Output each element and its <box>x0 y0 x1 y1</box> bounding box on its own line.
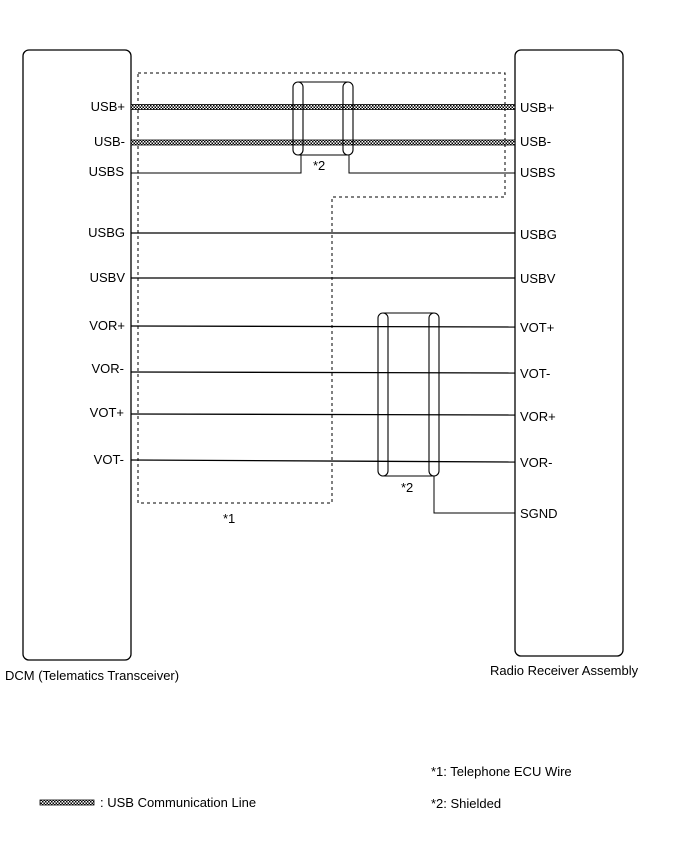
dcm-pin-usbg: USBG <box>88 225 125 240</box>
radio-pin-vor-minus: VOR- <box>520 455 553 470</box>
vor-minus-vot-minus-wire <box>131 372 515 373</box>
vot-minus-vor-minus-wire <box>131 460 515 462</box>
radio-pin-vot-minus: VOT- <box>520 366 551 381</box>
radio-pin-vor-plus: VOR+ <box>520 409 556 424</box>
bottom-shield-left-tube <box>378 313 388 476</box>
radio-pin-usb-minus: USB- <box>520 134 552 149</box>
usb-line-legend-text: : USB Communication Line <box>100 795 257 810</box>
dcm-pin-usb-minus: USB- <box>93 134 125 149</box>
radio-pin-usbg: USBG <box>520 227 557 242</box>
usb-minus-line <box>131 140 515 145</box>
top-shield-label: *2 <box>313 158 326 173</box>
usbs-wire-left <box>131 155 301 173</box>
dcm-name: DCM (Telematics Transceiver) <box>5 668 180 683</box>
vot-plus-vor-plus-wire <box>131 414 515 415</box>
bottom-shield-label: *2 <box>401 480 414 495</box>
wire-group-label: *1 <box>223 511 236 526</box>
dcm-pin-usbs: USBS <box>88 164 124 179</box>
telephone-ecu-wire-boundary <box>138 73 505 503</box>
usb-line-legend-swatch <box>40 800 94 805</box>
dcm-pin-usbv: USBV <box>89 270 125 285</box>
vor-plus-vot-plus-wire <box>131 326 515 327</box>
sgnd-wire <box>434 476 515 513</box>
note-shielded: *2: Shielded <box>431 796 502 811</box>
dcm-pin-vot-plus: VOT+ <box>89 405 124 420</box>
bottom-shield-right-tube <box>429 313 439 476</box>
radio-receiver-name: Radio Receiver Assembly <box>490 663 639 678</box>
dcm-pin-usb-plus: USB+ <box>90 99 125 114</box>
usb-plus-line <box>131 105 515 110</box>
radio-pin-usbs: USBS <box>520 165 556 180</box>
dcm-pin-vor-minus: VOR- <box>91 361 124 376</box>
dcm-pin-vot-minus: VOT- <box>93 452 124 467</box>
radio-pin-usb-plus: USB+ <box>520 100 555 115</box>
usbs-wire-right <box>349 155 515 173</box>
note-telephone-ecu-wire: *1: Telephone ECU Wire <box>431 764 572 779</box>
radio-pin-usbv: USBV <box>520 271 556 286</box>
dcm-pin-vor-plus: VOR+ <box>89 318 125 333</box>
radio-pin-vot-plus: VOT+ <box>520 320 555 335</box>
radio-pin-sgnd: SGND <box>520 506 558 521</box>
